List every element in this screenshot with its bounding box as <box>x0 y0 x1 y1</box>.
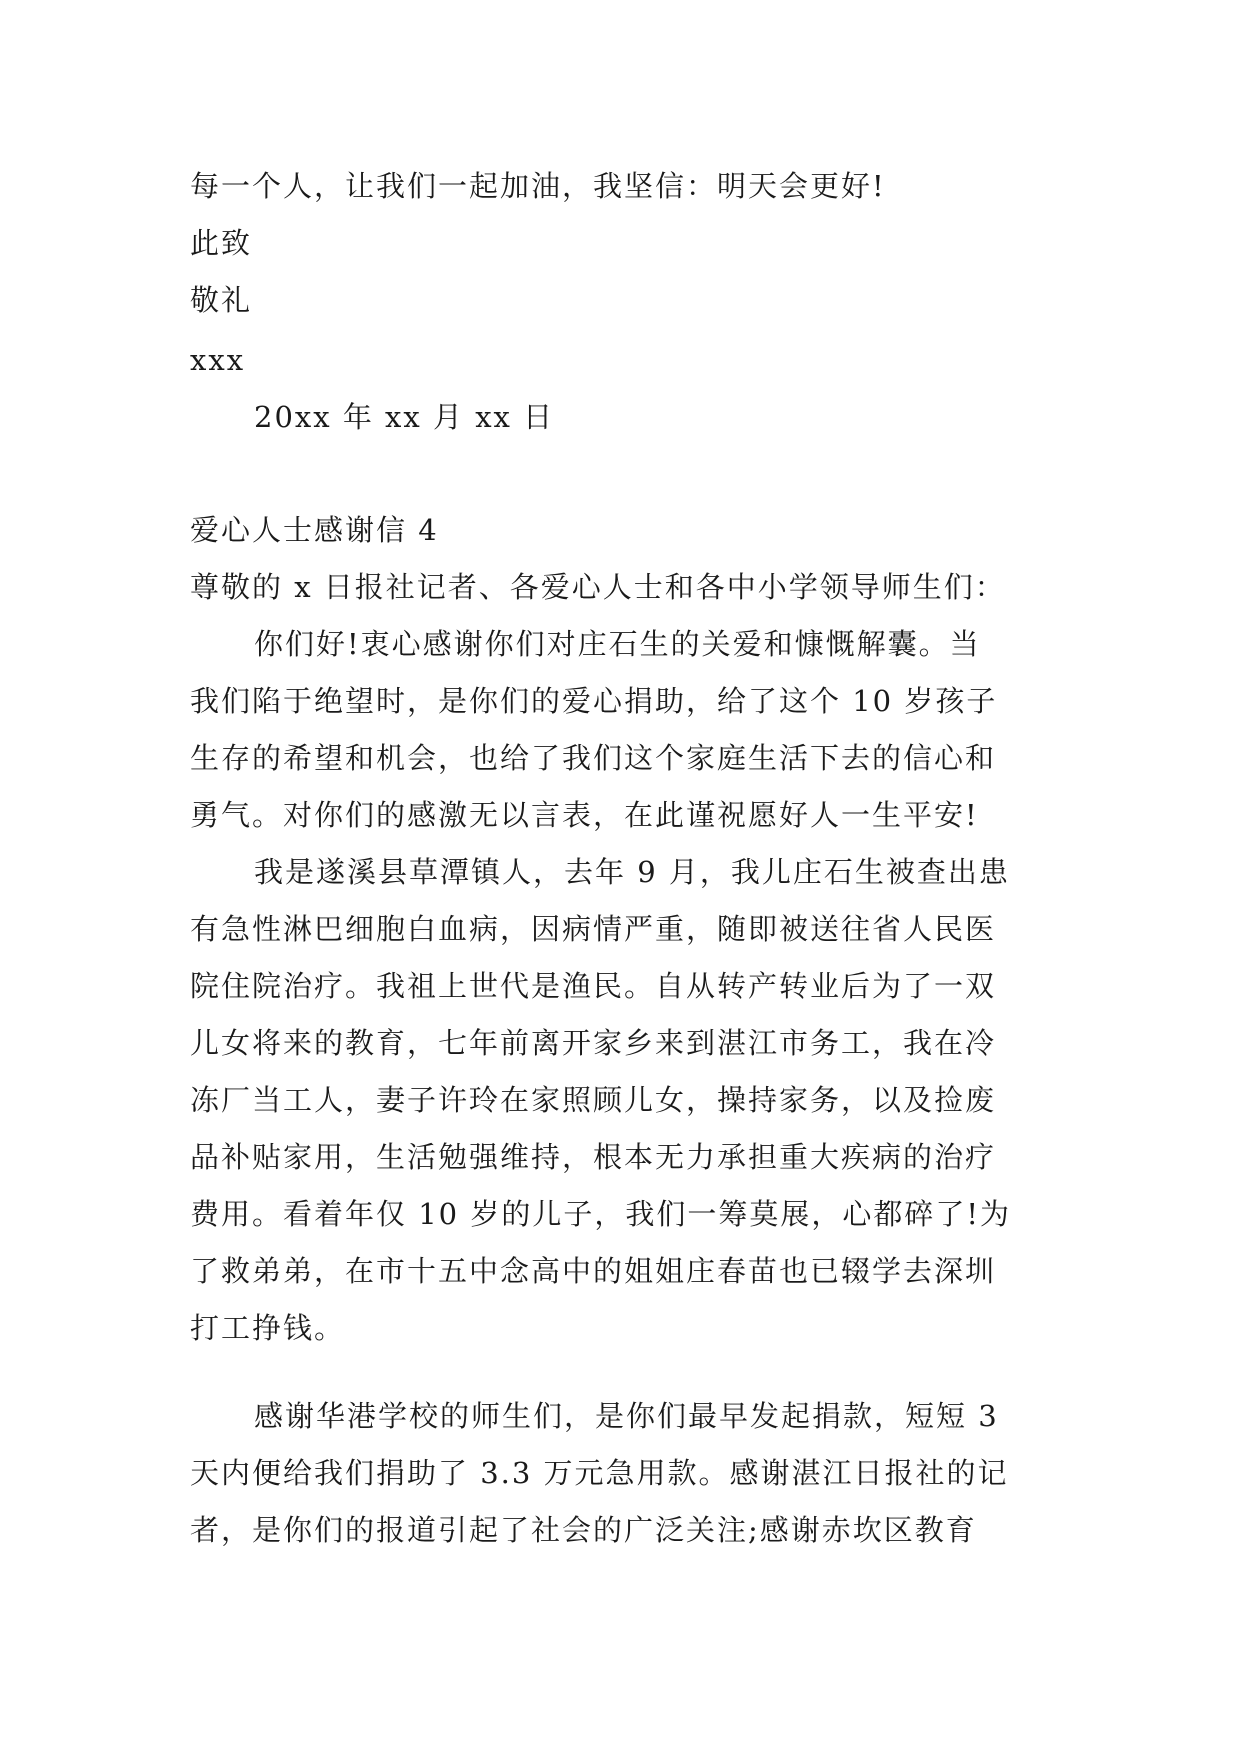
body-line: 生存的希望和机会，也给了我们这个家庭生活下去的信心和 <box>190 741 997 775</box>
letter-date: 20xx 年 xx 月 xx 日 <box>254 400 555 434</box>
body-line: 天内便给我们捐助了 3.3 万元急用款。感谢湛江日报社的记 <box>190 1456 1009 1490</box>
body-line: 有急性淋巴细胞白血病，因病情严重，随即被送往省人民医 <box>190 912 997 946</box>
salutation-cizhi: 此致 <box>190 226 253 260</box>
body-line: 院住院治疗。我祖上世代是渔民。自从转产转业后为了一双 <box>190 969 997 1003</box>
body-line: 儿女将来的教育，七年前离开家乡来到湛江市务工，我在冷 <box>190 1026 997 1060</box>
salutation-jingli: 敬礼 <box>190 283 253 317</box>
closing-line: 每一个人，让我们一起加油，我坚信：明天会更好! <box>190 169 886 203</box>
body-line: 了救弟弟，在市十五中念高中的姐姐庄春苗也已辍学去深圳 <box>190 1254 997 1288</box>
signature: xxx <box>190 343 246 377</box>
body-line: 品补贴家用，生活勉强维持，根本无力承担重大疾病的治疗 <box>190 1140 997 1174</box>
body-line: 感谢华港学校的师生们，是你们最早发起捐款，短短 3 <box>254 1399 999 1433</box>
body-line: 我们陷于绝望时，是你们的爱心捐助，给了这个 10 岁孩子 <box>190 684 998 718</box>
body-line: 冻厂当工人，妻子许玲在家照顾儿女，操持家务，以及捡废 <box>190 1083 997 1117</box>
body-line: 勇气。对你们的感激无以言表，在此谨祝愿好人一生平安! <box>190 798 979 832</box>
letter-greeting: 尊敬的 x 日报社记者、各爱心人士和各中小学领导师生们： <box>190 570 1006 604</box>
body-line: 打工挣钱。 <box>190 1311 346 1345</box>
letter-title: 爱心人士感谢信 4 <box>190 513 439 547</box>
body-line: 者，是你们的报道引起了社会的广泛关注;感谢赤坎区教育 <box>190 1513 977 1547</box>
body-line: 费用。看着年仅 10 岁的儿子，我们一筹莫展，心都碎了!为 <box>190 1197 1011 1231</box>
body-line: 你们好!衷心感谢你们对庄石生的关爱和慷慨解囊。当 <box>254 627 981 661</box>
body-line: 我是遂溪县草潭镇人，去年 9 月，我儿庄石生被查出患 <box>254 855 1010 889</box>
